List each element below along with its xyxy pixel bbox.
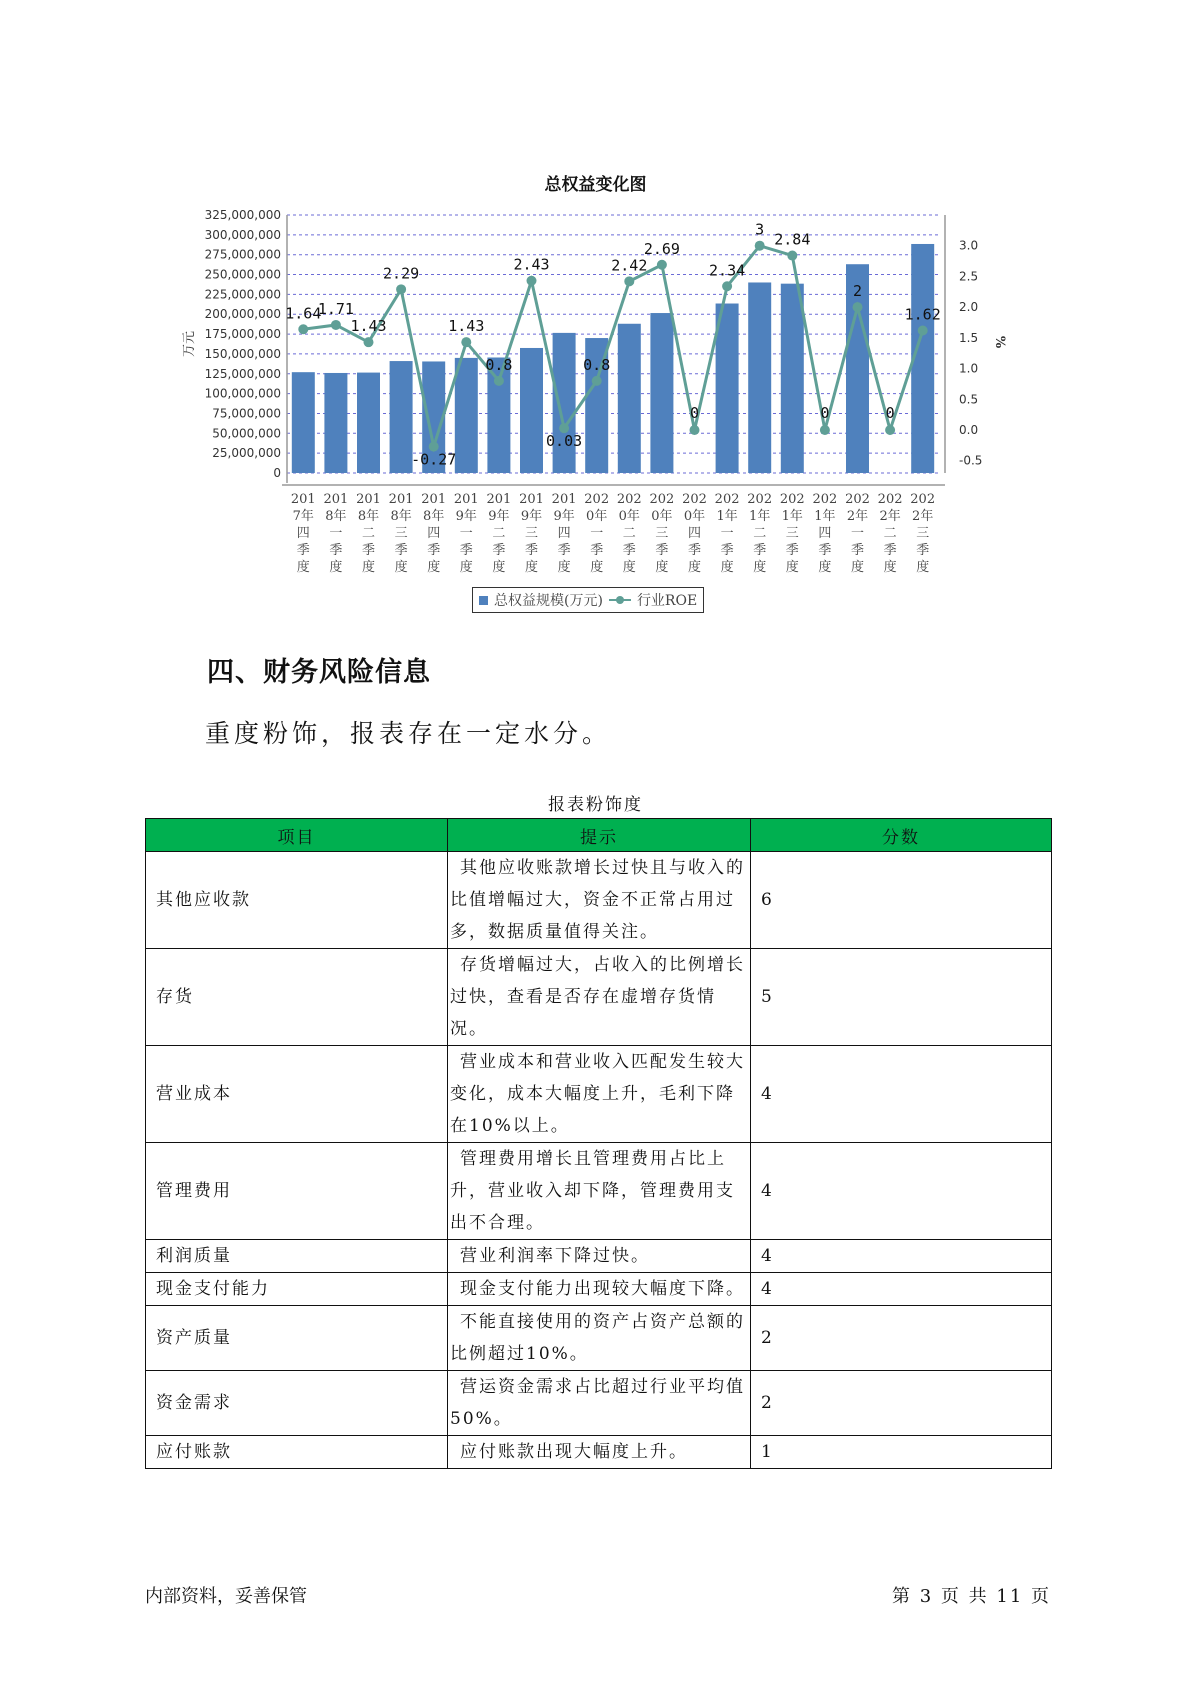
- y-tick-label: 75,000,000: [212, 406, 281, 421]
- x-tick-label: 度: [459, 560, 473, 575]
- x-tick-label: 9年: [553, 509, 575, 524]
- x-tick-label: 二: [883, 526, 897, 541]
- y2-tick-label: 3.0: [959, 238, 979, 253]
- row-score: 4: [751, 1046, 1052, 1143]
- roe-point: [624, 276, 634, 286]
- table-row: [146, 1371, 1052, 1436]
- x-tick-label: 1年: [716, 509, 738, 524]
- x-tick-label: 二: [753, 526, 767, 541]
- x-tick-label: 201: [356, 492, 381, 507]
- x-tick-label: 202: [714, 492, 740, 507]
- roe-point: [331, 320, 341, 330]
- y-tick-label: 175,000,000: [204, 327, 281, 342]
- y2-axis-title: %: [992, 335, 1007, 349]
- x-tick-label: 201: [486, 492, 512, 507]
- x-tick-label: 一: [459, 526, 473, 541]
- y-tick-label: 325,000,000: [204, 208, 281, 222]
- y-tick-label: 50,000,000: [212, 426, 281, 441]
- y-axis-title: 万元: [182, 330, 197, 358]
- row-hint: 其他应收账款增长过快且与收入的比值增幅过大，资金不正常占用过多，数据质量值得关注。: [448, 852, 751, 949]
- bar: [390, 361, 413, 473]
- bar: [553, 333, 576, 473]
- roe-data-label: 2.69: [643, 239, 680, 258]
- x-tick-label: 三: [785, 526, 799, 541]
- roe-point: [690, 425, 700, 435]
- x-tick-label: 度: [524, 560, 539, 575]
- x-tick-label: 季: [394, 543, 408, 558]
- bar: [618, 324, 641, 473]
- y2-tick-label: 0.5: [959, 392, 979, 407]
- y-tick-label: 150,000,000: [204, 346, 281, 361]
- roe-point: [918, 325, 928, 335]
- x-tick-label: 1年: [781, 509, 803, 524]
- x-tick-label: 202: [779, 492, 805, 507]
- x-tick-label: 202: [845, 492, 870, 507]
- legend-bar-label: 总权益规模(万元): [494, 593, 603, 609]
- bar: [324, 373, 347, 473]
- legend-line-label: 行业ROE: [636, 593, 698, 609]
- x-tick-label: 度: [655, 560, 669, 575]
- x-tick-label: 度: [720, 560, 734, 575]
- x-tick-label: 度: [785, 560, 799, 575]
- x-tick-label: 202: [616, 492, 642, 507]
- roe-data-label: 2.84: [774, 230, 811, 249]
- bar: [716, 304, 739, 473]
- x-tick-label: 季: [916, 543, 930, 558]
- y-tick-label: 25,000,000: [212, 446, 281, 461]
- row-score: 5: [751, 949, 1052, 1046]
- row-hint: 营运资金需求占比超过行业平均值50%。: [448, 1371, 751, 1436]
- roe-data-label: 0.03: [546, 432, 583, 451]
- x-tick-label: 度: [361, 560, 376, 575]
- roe-point: [885, 425, 895, 435]
- x-tick-label: 8年: [357, 509, 380, 524]
- x-tick-label: 201: [453, 492, 479, 507]
- x-tick-label: 度: [427, 560, 441, 575]
- chart-legend: [472, 587, 704, 613]
- x-tick-label: 季: [459, 543, 473, 558]
- x-tick-label: 季: [883, 543, 897, 558]
- bar: [292, 372, 315, 473]
- header-hint: 提示: [448, 819, 751, 852]
- x-tick-label: 度: [329, 560, 343, 575]
- y-tick-label: 225,000,000: [204, 287, 281, 302]
- x-tick-label: 一: [590, 526, 604, 541]
- x-tick-label: 度: [590, 560, 604, 575]
- row-score: 2: [751, 1306, 1052, 1371]
- y-tick-label: 0: [273, 466, 281, 480]
- roe-point: [787, 251, 797, 261]
- roe-data-label: 2.29: [383, 264, 420, 283]
- x-tick-label: 季: [850, 543, 865, 558]
- row-item: 营业成本: [146, 1046, 448, 1143]
- y-tick-label: 300,000,000: [204, 227, 281, 242]
- x-tick-label: 二: [492, 526, 506, 541]
- row-score: 2: [751, 1371, 1052, 1436]
- x-tick-label: 7年: [292, 509, 314, 524]
- row-item: 资产质量: [146, 1306, 448, 1371]
- x-tick-label: 季: [655, 543, 669, 558]
- chart-title: 总权益变化图: [544, 175, 647, 195]
- roe-point: [364, 337, 374, 347]
- roe-data-label: 1.62: [904, 305, 941, 324]
- row-hint: 营业利润率下降过快。: [448, 1240, 751, 1273]
- legend-line-swatch: [609, 599, 631, 601]
- row-hint: 管理费用增长且管理费用占比上升，营业收入却下降，管理费用支出不合理。: [448, 1143, 751, 1240]
- x-tick-label: 202: [877, 492, 903, 507]
- x-tick-label: 二: [622, 526, 636, 541]
- x-tick-label: 季: [785, 543, 799, 558]
- y2-tick-label: 2.0: [959, 300, 979, 315]
- roe-point: [298, 324, 308, 334]
- roe-point: [722, 281, 732, 291]
- row-score: 4: [751, 1273, 1052, 1306]
- x-tick-label: 季: [492, 543, 506, 558]
- x-tick-label: 201: [388, 492, 414, 507]
- x-tick-label: 季: [329, 543, 343, 558]
- roe-data-label: 0: [689, 404, 700, 422]
- x-tick-label: 季: [427, 543, 441, 558]
- x-tick-label: 202: [584, 492, 610, 507]
- table-row: [146, 1306, 1052, 1371]
- x-tick-label: 季: [557, 543, 571, 558]
- roe-point: [494, 376, 504, 386]
- roe-data-label: 2.42: [611, 256, 648, 275]
- row-hint: 应付账款出现大幅度上升。: [448, 1436, 751, 1469]
- x-tick-label: 度: [687, 560, 702, 575]
- bar: [485, 355, 513, 473]
- roe-data-label: 0: [820, 404, 830, 422]
- x-tick-label: 1年: [749, 509, 771, 524]
- table-row: [146, 1273, 1052, 1306]
- row-item: 管理费用: [146, 1143, 448, 1240]
- x-tick-label: 2年: [846, 509, 869, 524]
- row-score: 4: [751, 1143, 1052, 1240]
- x-tick-label: 一: [329, 526, 343, 541]
- y2-tick-label: 1.5: [959, 330, 979, 345]
- x-tick-label: 三: [655, 526, 669, 541]
- x-tick-label: 季: [753, 543, 767, 558]
- x-tick-label: 四: [296, 526, 310, 541]
- row-item: 资金需求: [146, 1371, 448, 1436]
- roe-data-label: 0.8: [485, 355, 513, 374]
- x-tick-label: 季: [720, 543, 734, 558]
- table-header-row: [146, 819, 1052, 852]
- x-tick-label: 201: [323, 492, 349, 507]
- x-tick-label: 0年: [651, 509, 673, 524]
- footer-confidential: 内部资料，妥善保管: [145, 1586, 307, 1607]
- bar: [781, 284, 804, 473]
- x-tick-label: 0年: [683, 509, 706, 524]
- row-score: 6: [751, 852, 1052, 949]
- risk-table: [145, 818, 1052, 1469]
- footer-page-number: 第 3 页 共 11 页: [892, 1586, 1051, 1607]
- row-item: 应付账款: [146, 1436, 448, 1469]
- table-row: [146, 1046, 1052, 1143]
- x-tick-label: 度: [296, 560, 310, 575]
- roe-data-label: 2.34: [709, 261, 746, 280]
- x-tick-label: 度: [492, 560, 506, 575]
- x-tick-label: 202: [682, 492, 707, 507]
- x-tick-label: 季: [524, 543, 539, 558]
- x-tick-label: 8年: [423, 509, 445, 524]
- row-item: 存货: [146, 949, 448, 1046]
- roe-data-label: 0.8: [583, 355, 611, 374]
- bar: [520, 348, 543, 473]
- legend-bar-swatch: [479, 596, 488, 605]
- y-tick-label: 275,000,000: [204, 247, 281, 262]
- x-tick-label: 季: [361, 543, 376, 558]
- x-tick-label: 四: [557, 526, 571, 541]
- row-hint: 存货增幅过大，占收入的比例增长过快，查看是否存在虚增存货情况。: [448, 949, 751, 1046]
- y-tick-label: 125,000,000: [204, 366, 281, 381]
- x-tick-label: 2年: [879, 509, 901, 524]
- x-tick-label: 9年: [488, 509, 510, 524]
- x-tick-label: 季: [818, 543, 832, 558]
- table-row: [146, 949, 1052, 1046]
- bar: [455, 358, 478, 473]
- header-item: 项目: [146, 819, 448, 852]
- roe-data-label: -0.27: [411, 450, 457, 469]
- x-tick-label: 二: [361, 526, 376, 541]
- row-item: 现金支付能力: [146, 1273, 448, 1306]
- x-tick-label: 四: [427, 526, 441, 541]
- table-row: [146, 1143, 1052, 1240]
- x-tick-label: 度: [557, 560, 571, 575]
- x-tick-label: 9年: [455, 509, 477, 524]
- x-tick-label: 0年: [586, 509, 608, 524]
- y2-tick-label: 1.0: [959, 361, 979, 376]
- x-tick-label: 201: [551, 492, 577, 507]
- x-tick-label: 度: [394, 560, 408, 575]
- x-tick-label: 202: [812, 492, 838, 507]
- y2-tick-label: 2.5: [959, 269, 979, 284]
- roe-data-label: 1.43: [350, 317, 387, 336]
- x-tick-label: 度: [883, 560, 897, 575]
- roe-point: [853, 302, 863, 312]
- roe-data-label: 2: [852, 282, 863, 301]
- x-tick-label: 季: [296, 543, 310, 558]
- y-tick-label: 250,000,000: [204, 267, 281, 282]
- row-hint: 不能直接使用的资产占资产总额的比例超过10%。: [448, 1306, 751, 1371]
- header-score: 分数: [751, 819, 1052, 852]
- bar: [748, 282, 771, 473]
- y2-tick-label: 0.0: [959, 423, 979, 437]
- x-tick-label: 三: [916, 526, 930, 541]
- x-tick-label: 201: [421, 492, 447, 507]
- x-tick-label: 9年: [520, 509, 543, 524]
- row-item: 利润质量: [146, 1240, 448, 1273]
- roe-point: [592, 376, 602, 386]
- x-tick-label: 四: [687, 526, 702, 541]
- x-tick-label: 201: [519, 492, 544, 507]
- row-score: 1: [751, 1436, 1052, 1469]
- roe-data-label: 1.64: [285, 304, 322, 323]
- row-score: 4: [751, 1240, 1052, 1273]
- bar: [357, 373, 380, 473]
- y2-tick-label: -0.5: [959, 453, 983, 468]
- table-caption: 报表粉饰度: [548, 795, 643, 815]
- x-tick-label: 四: [818, 526, 832, 541]
- roe-point: [657, 260, 667, 270]
- roe-data-label: 1.43: [448, 317, 485, 336]
- row-item: 其他应收款: [146, 852, 448, 949]
- roe-point: [396, 284, 406, 294]
- x-tick-label: 201: [290, 492, 316, 507]
- row-hint: 营业成本和营业收入匹配发生较大变化，成本大幅度上升，毛利下降在10%以上。: [448, 1046, 751, 1143]
- x-tick-label: 8年: [390, 509, 412, 524]
- bar: [650, 313, 673, 473]
- y-tick-label: 200,000,000: [204, 307, 281, 322]
- x-tick-label: 度: [753, 560, 767, 575]
- roe-data-label: 0: [885, 404, 895, 422]
- row-hint: 现金支付能力出现较大幅度下降。: [448, 1273, 751, 1306]
- equity-chart: [0, 0, 1191, 620]
- roe-data-label: 2.43: [513, 255, 550, 274]
- x-tick-label: 202: [910, 492, 936, 507]
- roe-data-label: 1.71: [317, 299, 354, 318]
- x-tick-label: 度: [818, 560, 832, 575]
- roe-point: [461, 337, 471, 347]
- x-tick-label: 0年: [618, 509, 640, 524]
- x-tick-label: 202: [649, 492, 675, 507]
- risk-summary: 重度粉饰，报表存在一定水分。: [205, 719, 612, 748]
- roe-point: [820, 425, 830, 435]
- x-tick-label: 2年: [912, 509, 934, 524]
- x-tick-label: 一: [850, 526, 865, 541]
- roe-point: [527, 276, 537, 286]
- x-tick-label: 8年: [325, 509, 347, 524]
- x-tick-label: 度: [622, 560, 636, 575]
- roe-point: [755, 241, 765, 251]
- section-title: 四、财务风险信息: [207, 657, 431, 688]
- x-tick-label: 季: [590, 543, 604, 558]
- x-tick-label: 三: [394, 526, 408, 541]
- y-tick-label: 100,000,000: [204, 386, 281, 401]
- table-row: [146, 852, 1052, 949]
- x-tick-label: 202: [747, 492, 773, 507]
- table-row: [146, 1240, 1052, 1273]
- x-tick-label: 一: [720, 526, 734, 541]
- x-tick-label: 三: [524, 526, 539, 541]
- roe-data-label: 3: [755, 220, 765, 239]
- x-tick-label: 季: [687, 543, 702, 558]
- table-row: [146, 1436, 1052, 1469]
- x-tick-label: 度: [850, 560, 865, 575]
- x-tick-label: 1年: [814, 509, 836, 524]
- x-tick-label: 季: [622, 543, 636, 558]
- x-tick-label: 度: [916, 560, 930, 575]
